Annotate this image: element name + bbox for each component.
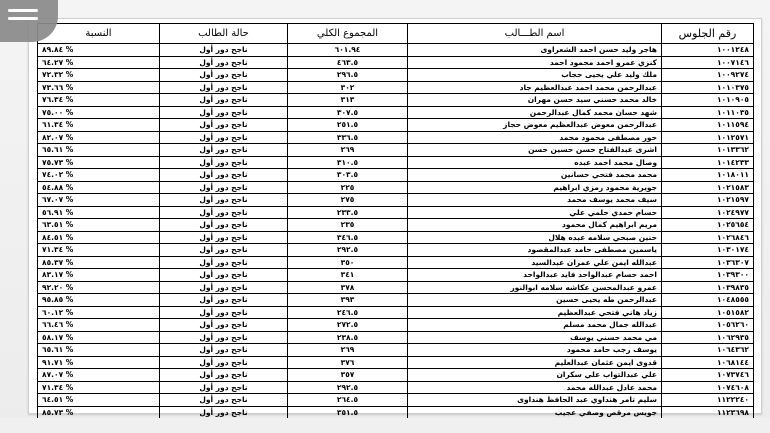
student-status-cell: ناجح دور أول (160, 281, 288, 294)
student-status-cell: ناجح دور أول (160, 156, 288, 169)
seat-number-cell: ١٠٣٩٨٣٥ (662, 281, 754, 294)
header-seat-number: رقم الجلوس (662, 24, 754, 44)
total-score-cell: ٣٠٢ (288, 81, 408, 94)
percentage-cell: ٧٥.٧٣ % (38, 156, 160, 169)
total-score-cell: ٣١٠.٥ (288, 156, 408, 169)
student-name-cell: عبدالله جمال محمد مسلم (408, 319, 662, 332)
seat-number-cell: ١١٢٣٦٩٨ (662, 406, 754, 419)
percentage-cell: ٦١.٣٤ % (38, 119, 160, 132)
seat-number-cell: ١٠٣٠١٧٤ (662, 244, 754, 257)
total-score-cell: ٢٩٢.٥ (288, 244, 408, 257)
student-name-cell: وصال محمد احمد عبده (408, 156, 662, 169)
student-name-cell: محمد عادل عبدالله محمد (408, 381, 662, 394)
student-name-cell: حنين صبحي سلامه عبده هلال (408, 231, 662, 244)
total-score-cell: ٢٦٩ (288, 144, 408, 157)
student-name-cell: ملك وليد علي يحيى حجاب (408, 69, 662, 82)
seat-number-cell: ١٠٠٩٢٧٤ (662, 69, 754, 82)
seat-number-cell: ١٠٢١٥٩٧ (662, 194, 754, 207)
student-name-cell: شهد حسان محمد كمال عبدالرحمن (408, 106, 662, 119)
table-row (38, 344, 754, 357)
table-row (38, 231, 754, 244)
percentage-cell: ٨٩.٨٤ % (38, 44, 160, 57)
student-status-cell: ناجح دور أول (160, 356, 288, 369)
student-status-cell: ناجح دور أول (160, 56, 288, 69)
student-status-cell: ناجح دور أول (160, 256, 288, 269)
table-row (38, 206, 754, 219)
seat-number-cell: ١٠٣٦٣٠٧ (662, 256, 754, 269)
student-name-cell: عبدالرحمن محمد احمد عبدالعظيم جاد (408, 81, 662, 94)
student-status-cell: ناجح دور أول (160, 44, 288, 57)
table-row (38, 131, 754, 144)
total-score-cell: ٣٧٨ (288, 281, 408, 294)
student-name-cell: جويرية محمود رمزي ابراهيم (408, 181, 662, 194)
percentage-cell: ٥٦.٩١ % (38, 206, 160, 219)
student-name-cell: يوسف رجب حامد محمود (408, 344, 662, 357)
percentage-cell: ٦٥.٦١ % (38, 144, 160, 157)
total-score-cell: ٢٦٤.٥ (288, 394, 408, 407)
table-row (38, 306, 754, 319)
student-name-cell: حسام حمدي حلمي علي (408, 206, 662, 219)
table-row (38, 331, 754, 344)
table-row (38, 56, 754, 69)
table-row (38, 369, 754, 382)
total-score-cell: ٢٣٨.٥ (288, 331, 408, 344)
table-row (38, 44, 754, 57)
table-row (38, 106, 754, 119)
results-table (37, 23, 754, 419)
percentage-cell: ٨٥.٣٧ % (38, 256, 160, 269)
percentage-cell: ٨٥.٧٣ % (38, 406, 160, 419)
student-name-cell: قدوى ايمن عثمان عبدالعليم (408, 356, 662, 369)
table-row (38, 356, 754, 369)
total-score-cell: ٢٣٣.٥ (288, 206, 408, 219)
total-score-cell: ٢٧٥ (288, 194, 408, 207)
student-status-cell: ناجح دور أول (160, 131, 288, 144)
seat-number-cell: ١٠١٢٥٧١ (662, 131, 754, 144)
total-score-cell: ٣٤١ (288, 269, 408, 282)
percentage-cell: ٧١.٣٤ % (38, 381, 160, 394)
total-score-cell: ٣٥١.٥ (288, 406, 408, 419)
student-status-cell: ناجح دور أول (160, 269, 288, 282)
header-percentage: النسبة (38, 24, 160, 44)
seat-number-cell: ١٠١١٠٣٥ (662, 106, 754, 119)
student-status-cell: ناجح دور أول (160, 169, 288, 182)
student-status-cell: ناجح دور أول (160, 406, 288, 419)
student-status-cell: ناجح دور أول (160, 331, 288, 344)
seat-number-cell: ١٠٥١٥٨٢ (662, 306, 754, 319)
total-score-cell: ٢٤٦.٥ (288, 306, 408, 319)
total-score-cell: ٣٠٧.٥ (288, 106, 408, 119)
student-status-cell: ناجح دور أول (160, 231, 288, 244)
student-status-cell: ناجح دور أول (160, 244, 288, 257)
student-status-cell: ناجح دور أول (160, 194, 288, 207)
percentage-cell: ٦٥.٦١ % (38, 344, 160, 357)
total-score-cell: ٣٧٦ (288, 356, 408, 369)
header-student-name: اسم الطـــالب (408, 24, 662, 44)
student-status-cell: ناجح دور أول (160, 394, 288, 407)
total-score-cell: ٣٤٦.٥ (288, 231, 408, 244)
student-name-cell: كنزي عمرو احمد محمود احمد (408, 56, 662, 69)
table-row (38, 381, 754, 394)
total-score-cell: ٢٦٩ (288, 344, 408, 357)
student-name-cell: عبدالله ايمن علي عمران عبدالسيد (408, 256, 662, 269)
seat-number-cell: ١٠١٠٩٠٥ (662, 94, 754, 107)
student-status-cell: ناجح دور أول (160, 181, 288, 194)
menu-bar (8, 9, 38, 12)
total-score-cell: ٣٩٣ (288, 294, 408, 307)
total-score-cell: ٣١٣ (288, 94, 408, 107)
student-name-cell: سليم تامر هنداوي عبد الحافظ هنداوى (408, 394, 662, 407)
table-row (38, 294, 754, 307)
seat-number-cell: ١٠٠٧١٤٦ (662, 56, 754, 69)
header-total-score: المجموع الكلي (288, 24, 408, 44)
student-name-cell: زياد هاني فتحي عبدالعظيم (408, 306, 662, 319)
percentage-cell: ٦٦.٤٦ % (38, 319, 160, 332)
student-name-cell: عبدالرحمن طه يحيى حسين (408, 294, 662, 307)
total-score-cell: ٦٠١.٩٤ (288, 44, 408, 57)
seat-number-cell: ١٠٣٩٣٠٠ (662, 269, 754, 282)
seat-number-cell: ١٠٢١٥٨٣ (662, 181, 754, 194)
student-name-cell: اشرى عبدالفتاح حسن حسين حسن (408, 144, 662, 157)
student-status-cell: ناجح دور أول (160, 344, 288, 357)
student-name-cell: ياسمين مصطفى حامد عبدالمقصود (408, 244, 662, 257)
seat-number-cell: ١٠٧٤٦٠٨ (662, 381, 754, 394)
seat-number-cell: ١٠٠١٢٤٨ (662, 44, 754, 57)
table-row (38, 119, 754, 132)
student-name-cell: هاجر وليد حسن احمد الشعراوى (408, 44, 662, 57)
table-row (38, 94, 754, 107)
table-row (38, 156, 754, 169)
seat-number-cell: ١٠١٨٠١١ (662, 169, 754, 182)
total-score-cell: ٢٥١.٥ (288, 119, 408, 132)
student-name-cell: محمد محمد فتحي حسانين (408, 169, 662, 182)
student-name-cell: مريم ابراهيم كمال محمود (408, 219, 662, 232)
bottom-strip (0, 418, 770, 433)
student-status-cell: ناجح دور أول (160, 381, 288, 394)
student-status-cell: ناجح دور أول (160, 69, 288, 82)
percentage-cell: ٧٤.٠٢ % (38, 169, 160, 182)
table-row (38, 81, 754, 94)
table-row (38, 319, 754, 332)
seat-number-cell: ١٠٦٨١٤٤ (662, 356, 754, 369)
percentage-cell: ٨٤.٥١ % (38, 231, 160, 244)
student-status-cell: ناجح دور أول (160, 219, 288, 232)
seat-number-cell: ١٠٥٦٢٦٠ (662, 319, 754, 332)
total-score-cell: ٢٩٦.٥ (288, 69, 408, 82)
student-status-cell: ناجح دور أول (160, 81, 288, 94)
header-student-status: حالة الطالب (160, 24, 288, 44)
percentage-cell: ٥٤.٨٨ % (38, 181, 160, 194)
seat-number-cell: ١٠١٠٣٧٥ (662, 81, 754, 94)
table-row (38, 394, 754, 407)
total-score-cell: ٣٣٦.٥ (288, 131, 408, 144)
table-body (38, 44, 754, 419)
total-score-cell: ٣٥٧ (288, 369, 408, 382)
percentage-cell: ٩٥.٨٥ % (38, 294, 160, 307)
table-header-row (38, 24, 754, 44)
percentage-cell: ٧٦.٣٤ % (38, 94, 160, 107)
table-row (38, 256, 754, 269)
percentage-cell: ٩١.٧١ % (38, 356, 160, 369)
percentage-cell: ٩٢.٢٠ % (38, 281, 160, 294)
percentage-cell: ٦٣.٥١ % (38, 219, 160, 232)
seat-number-cell: ١٠١٤٢٣٣ (662, 156, 754, 169)
percentage-cell: ٥٨.١٧ % (38, 331, 160, 344)
seat-number-cell: ١٠٦٢٩٣٥ (662, 331, 754, 344)
student-status-cell: ناجح دور أول (160, 119, 288, 132)
percentage-cell: ٨٧.٠٧ % (38, 369, 160, 382)
student-name-cell: خالد محمد حسني سيد حسن مهران (408, 94, 662, 107)
table-row (38, 69, 754, 82)
percentage-cell: ٧٢.٣٢ % (38, 69, 160, 82)
total-score-cell: ٢٧٢.٥ (288, 319, 408, 332)
table-row (38, 169, 754, 182)
total-score-cell: ٤٦٣.٥ (288, 56, 408, 69)
seat-number-cell: ١٠٢٤٩٧٧ (662, 206, 754, 219)
table-row (38, 219, 754, 232)
total-score-cell: ٢٣٥ (288, 219, 408, 232)
total-score-cell: ٢٩٢.٥ (288, 381, 408, 394)
percentage-cell: ٨٢.٠٧ % (38, 131, 160, 144)
student-name-cell: عمرو عبدالمحسن عكاشه سلامه ابوالنور (408, 281, 662, 294)
seat-number-cell: ١٠١١٥٩٤ (662, 119, 754, 132)
seat-number-cell: ١٠١٣٣٦٢ (662, 144, 754, 157)
student-status-cell: ناجح دور أول (160, 369, 288, 382)
student-status-cell: ناجح دور أول (160, 306, 288, 319)
total-score-cell: ٢٢٥ (288, 181, 408, 194)
percentage-cell: ٧١.٣٤ % (38, 244, 160, 257)
table-row (38, 406, 754, 419)
table-row (38, 194, 754, 207)
student-name-cell: مي محمد حسني يوسف (408, 331, 662, 344)
student-status-cell: ناجح دور أول (160, 144, 288, 157)
percentage-cell: ٦٤.٥١ % (38, 394, 160, 407)
student-status-cell: ناجح دور أول (160, 294, 288, 307)
results-sheet (28, 18, 762, 417)
total-score-cell: ٣٥٠ (288, 256, 408, 269)
student-name-cell: سيف محمد يوسف محمد (408, 194, 662, 207)
student-name-cell: جويس مرقص وصفي عجيب (408, 406, 662, 419)
student-status-cell: ناجح دور أول (160, 106, 288, 119)
menu-bar (8, 17, 38, 20)
table-row (38, 181, 754, 194)
seat-number-cell: ١٠٦٤٣٦٢ (662, 344, 754, 357)
table-row (38, 281, 754, 294)
seat-number-cell: ١٠٤٨٥٥٥ (662, 294, 754, 307)
student-status-cell: ناجح دور أول (160, 206, 288, 219)
seat-number-cell: ١٠٢٥٦٥٤ (662, 219, 754, 232)
student-name-cell: علي عبدالتواب علي سكران (408, 369, 662, 382)
percentage-cell: ٧٥.٠٠ % (38, 106, 160, 119)
percentage-cell: ٦٠.١٢ % (38, 306, 160, 319)
seat-number-cell: ١٠٧٣٧٤٦ (662, 369, 754, 382)
table-row (38, 244, 754, 257)
table-row (38, 144, 754, 157)
percentage-cell: ٦٤.٢٧ % (38, 56, 160, 69)
percentage-cell: ٨٣.١٧ % (38, 269, 160, 282)
student-status-cell: ناجح دور أول (160, 319, 288, 332)
seat-number-cell: ١٠٢٦٨٤٦ (662, 231, 754, 244)
student-name-cell: احمد حسام عبدالواحد فايد عبدالواحد (408, 269, 662, 282)
student-name-cell: عبدالرحمن معوض عبدالعظيم معوض حجاز (408, 119, 662, 132)
total-score-cell: ٣٠٣.٥ (288, 169, 408, 182)
student-name-cell: حور مصطفى محمود محمد (408, 131, 662, 144)
seat-number-cell: ١١٢٢٢٤٠ (662, 394, 754, 407)
student-status-cell: ناجح دور أول (160, 94, 288, 107)
percentage-cell: ٦٧.٠٧ % (38, 194, 160, 207)
table-row (38, 269, 754, 282)
percentage-cell: ٧٣.٦٦ % (38, 81, 160, 94)
